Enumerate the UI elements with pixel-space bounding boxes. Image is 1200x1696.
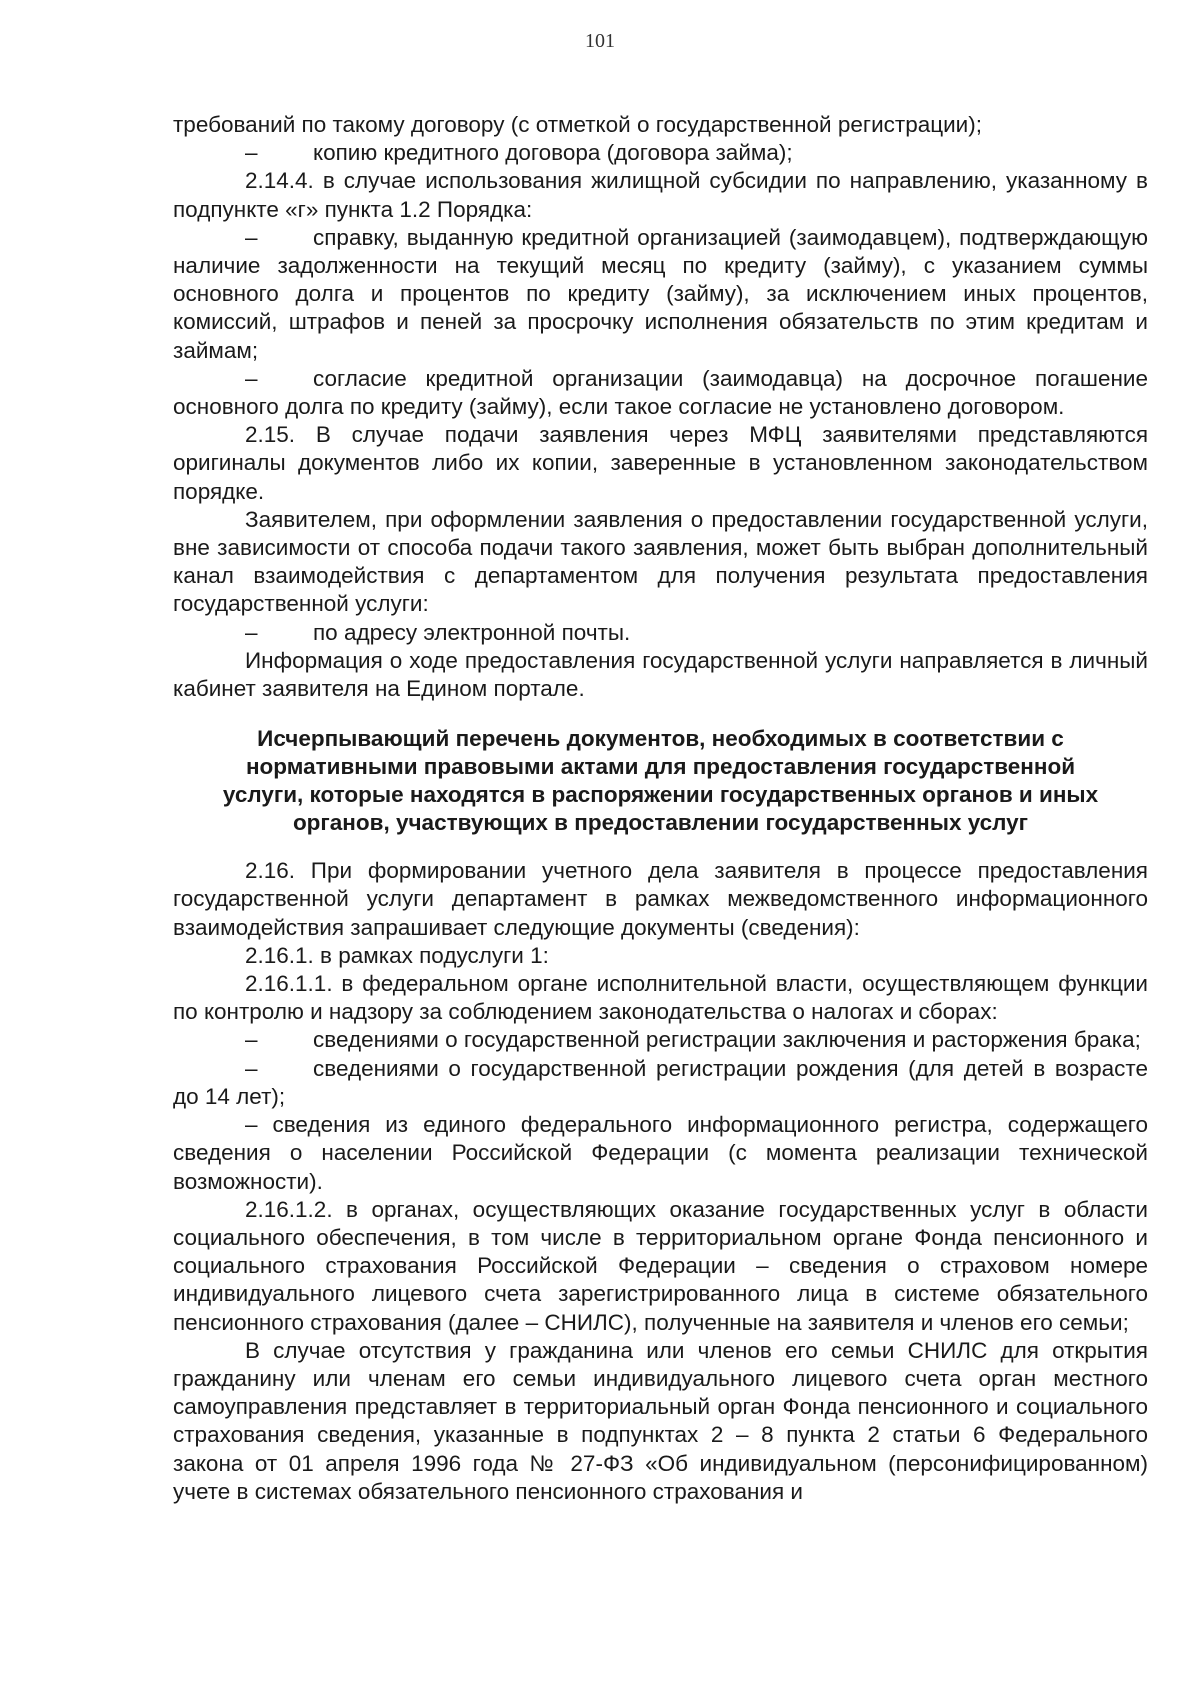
paragraph: Информация о ходе предоставления государственной услуги направляется в личный кабинет заявителя на Едином портале. [173,647,1148,702]
paragraph: 2.16. При формировании учетного дела заявителя в процессе предоставления государственной услуги департамент в рамках межведомственного информационного взаимодействия запрашивает следующие документы (сведения): [173,858,1148,940]
section-heading-line: услуги, которые находятся в распоряжении государственных органов и иных [222,782,1099,808]
page-number: 101 [585,30,615,52]
list-item-text: сведениями о государственной регистрации рождения (для детей в возрасте до 14 лет); [173,1055,1148,1109]
paragraph: В случае отсутствия у гражданина или членов его семьи СНИЛС для открытия гражданину или членам его семьи индивидуального лицевого счета орган местного самоуправления представляет в территориальный орган Фонда пенсионного и социального страхования сведения, указанные в подпунктах 2 – 8 пункта 2 статьи 6 Федерального закона от 01 апреля 1996 года № 27-ФЗ «Об индивидуальном (персонифицированном) учете в системах обязательного пенсионного страхования и [173,1337,1148,1504]
dash-marker: – [245,1055,258,1081]
dash-marker: – [245,1112,258,1138]
paragraph: 2.15. В случае подачи заявления через МФЦ заявителями представляются оригиналы документов либо их копии, заверенные в установленном законодательством порядке. [173,422,1148,504]
text-block-top [173,111,1148,703]
paragraph: 2.14.4. в случае использования жилищной субсидии по направлению, указанному в подпункте «г» пункта 1.2 Порядка: [173,168,1148,222]
list-item-text: сведения из единого федерального информационного регистра, содержащего сведения о населении Российской Федерации (с момента реализации технической возможности). [173,1112,1148,1194]
dash-marker: – [245,224,258,250]
list-item [173,1055,1148,1111]
list-item-text: справку, выданную кредитной организацией (заимодавцем), подтверждающую наличие задолженности на текущий месяц по кредиту (займу), с указанием суммы основного долга и процентов по кредиту (займу), за исключением иных процентов, комиссий, штрафов и пеней за просрочку исполнения обязательств по этим кредитам и займам; [173,224,1148,363]
text-block-bottom [173,857,1148,1506]
dash-marker: – [245,619,258,645]
list-item [173,365,1148,421]
paragraph: требований по такому договору (с отметкой о государственной регистрации); [173,112,982,137]
dash-marker: – [245,365,258,391]
paragraph: 2.16.1. в рамках подуслуги 1: [245,942,549,968]
list-item [173,1026,1148,1054]
list-item-text: согласие кредитной организации (заимодавца) на досрочное погашение основного долга по кредиту (займу), если такое согласие не установлено договором. [173,365,1148,420]
section-heading-line: Исчерпывающий перечень документов, необходимых в соответствии с [257,726,1064,752]
section-heading-line: нормативными правовыми актами для предоставления государственной [245,754,1076,780]
paragraph: 2.16.1.1. в федеральном органе исполнительной власти, осуществляющем функции по контролю и надзору за соблюдением законодательства о налогах и сборах: [173,971,1148,1025]
list-item [173,139,1148,167]
section-heading [173,725,1148,837]
dash-marker: – [245,140,258,166]
paragraph: 2.16.1.2. в органах, осуществляющих оказание государственных услуг в области социального обеспечения, в том числе в территориальном органе Фонда пенсионного и социального страхования Российской Федерации – сведения о страховом номере индивидуального лицевого счета зарегистрированного лица в системе обязательного пенсионного страхования (далее – СНИЛС), полученные на заявителя и членов его семьи; [173,1196,1148,1335]
list-item [173,1111,1148,1196]
document-body [173,111,1148,1506]
list-item-text: копию кредитного договора (договора займа); [313,140,793,166]
section-heading-line: органов, участвующих в предоставлении государственных услуг [292,810,1029,836]
list-item [173,224,1148,365]
dash-marker: – [245,1027,258,1053]
list-item-text: по адресу электронной почты. [313,619,631,645]
paragraph: Заявителем, при оформлении заявления о предоставлении государственной услуги, вне зависимости от способа подачи такого заявления, может быть выбран дополнительный канал взаимодействия с департаментом для получения результата предоставления государственной услуги: [173,506,1148,617]
list-item [173,619,1148,647]
list-item-text: сведениями о государственной регистрации заключения и расторжения брака; [313,1027,1141,1053]
